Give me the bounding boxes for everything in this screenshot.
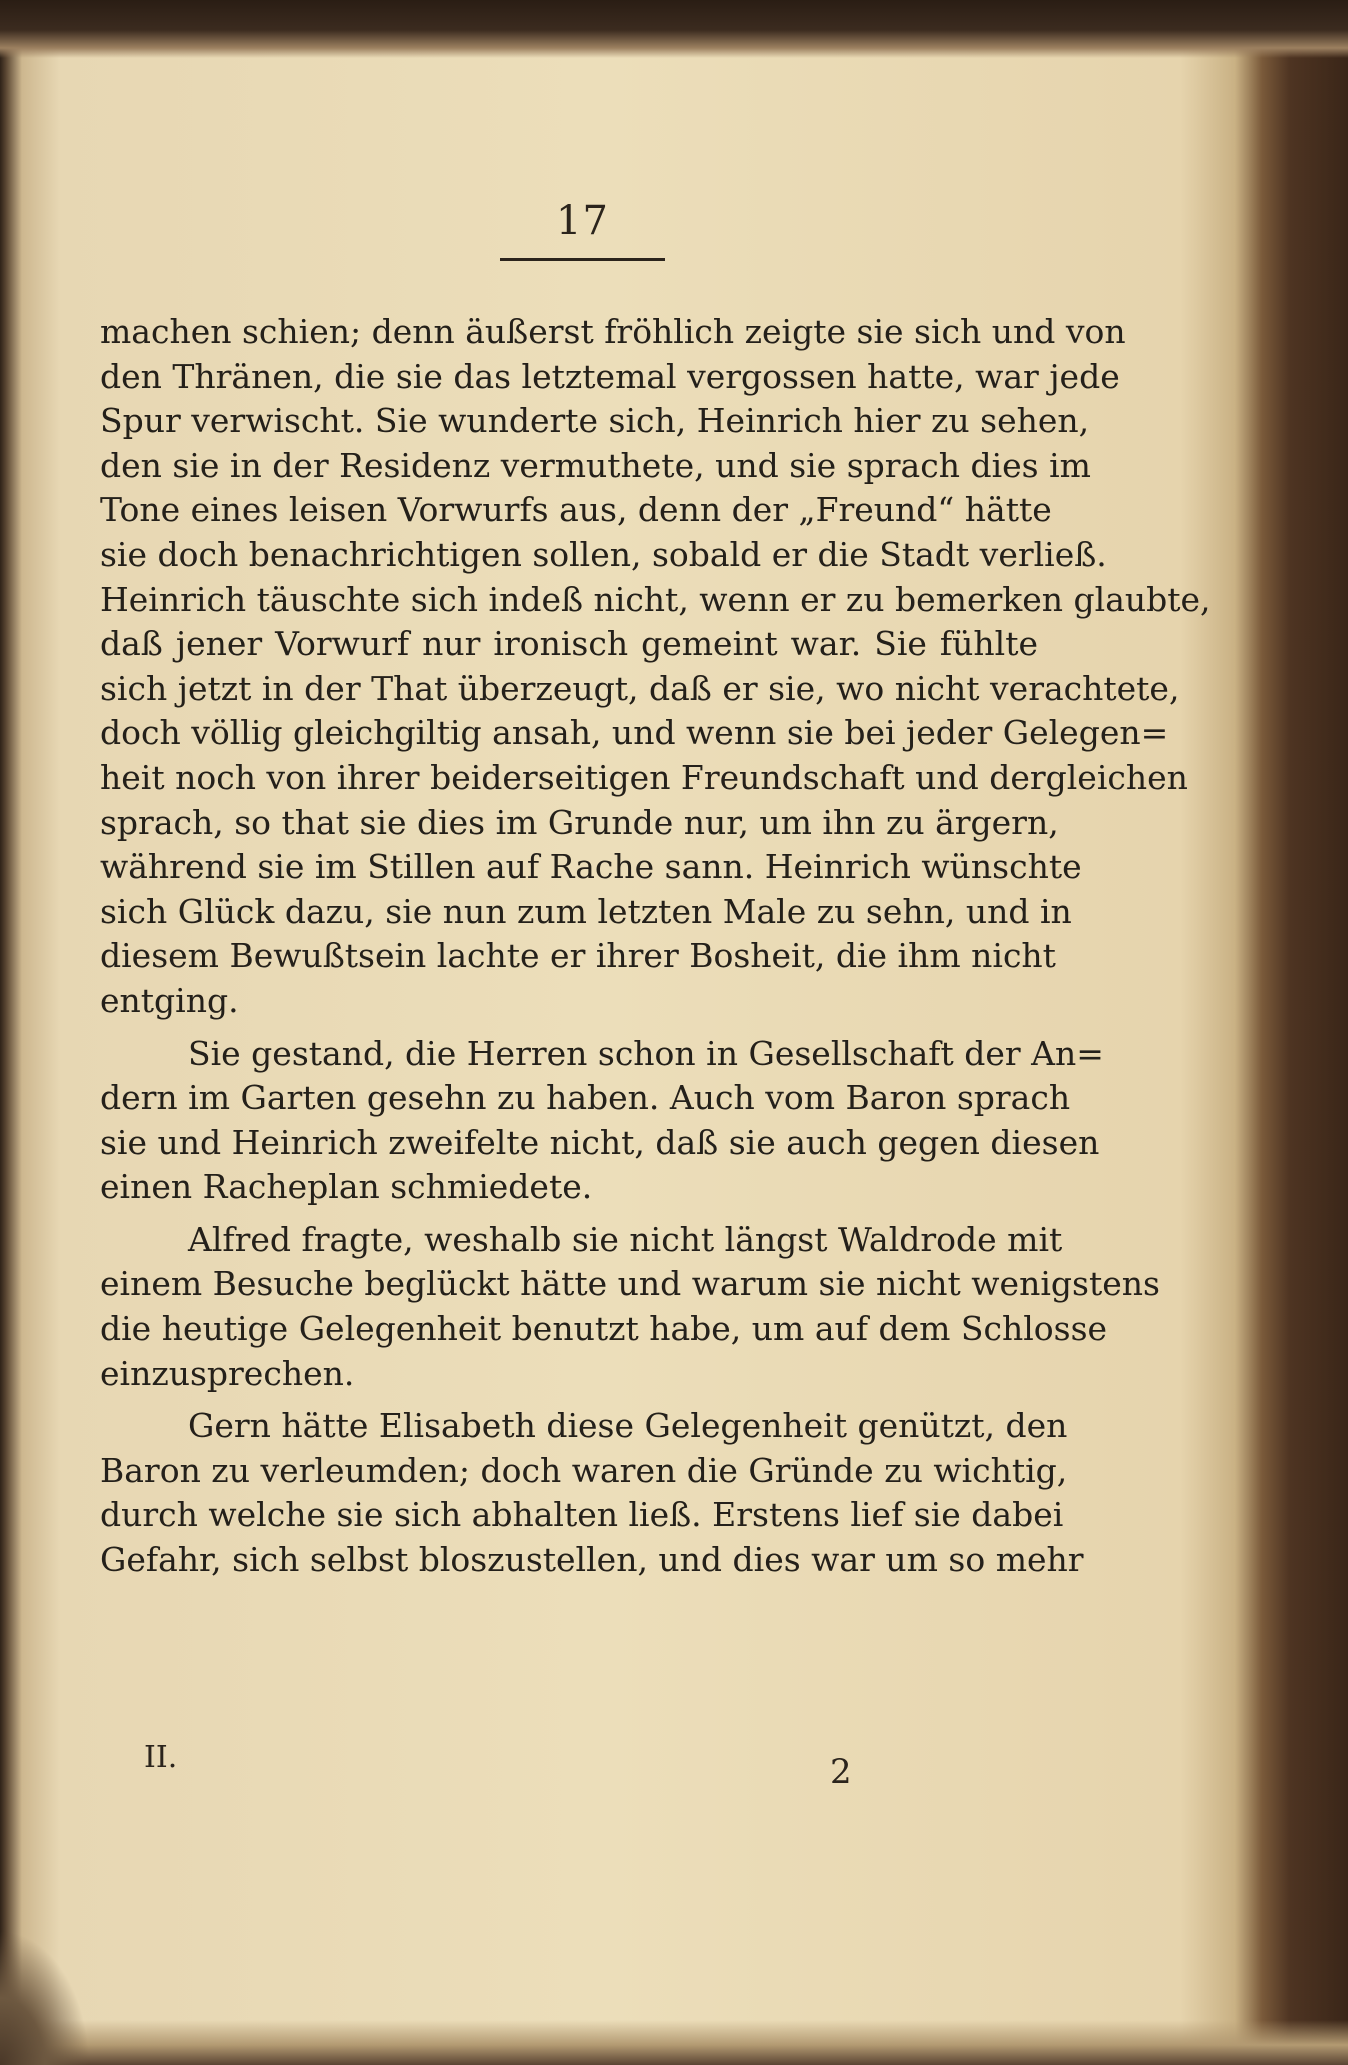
text-line: Spur verwischt. Sie wunderte sich, Heinrich hier zu sehen, — [100, 401, 1090, 441]
text-line: einem Besuche beglückt hätte und warum sie nicht wenigstens — [100, 1264, 1160, 1304]
text-line: während sie im Stillen auf Rache sann. Heinrich wünschte — [100, 847, 1082, 887]
bookmark-tassel — [0, 1930, 90, 2065]
text-line: den sie in der Residenz vermuthete, und sie sprach dies im — [100, 445, 1091, 485]
page-number: 17 — [556, 198, 609, 244]
text-line: heit noch von ihrer beiderseitigen Freundschaft und dergleichen — [100, 757, 1188, 797]
text-line: einzusprechen. — [100, 1353, 355, 1393]
paragraph-start: Sie gestand, die Herren schon in Gesellschaft der An= — [188, 1033, 1104, 1073]
text-line: Tone eines leisen Vorwurfs aus, denn der „Freund“ hätte — [100, 490, 1052, 530]
body-text — [100, 310, 1211, 1583]
text-line: machen schien; denn äußerst fröhlich zeigte sie sich und von — [100, 312, 1126, 351]
paragraph-start: Gern hätte Elisabeth diese Gelegenheit genützt, den — [188, 1406, 1068, 1446]
text-line: Heinrich täuschte sich indeß nicht, wenn er zu bemerken glaubte, — [100, 579, 1211, 619]
binding-bottom-edge — [0, 2020, 1348, 2065]
text-line: entging. — [100, 980, 239, 1020]
text-line: sich jetzt in der That überzeugt, daß er sie, wo nicht verachtete, — [100, 668, 1180, 708]
text-line: sie und Heinrich zweifelte nicht, daß sie auch gegen diesen — [100, 1122, 1100, 1162]
text-line: Baron zu verleumden; doch waren die Gründe zu wichtig, — [100, 1450, 1068, 1490]
text-line: daß jener Vorwurf nur ironisch gemeint war. Sie fühlte — [100, 624, 1038, 664]
text-line: die heutige Gelegenheit benutzt habe, um auf dem Schlosse — [100, 1309, 1108, 1349]
text-line: durch welche sie sich abhalten ließ. Erstens lief sie dabei — [100, 1495, 1064, 1535]
text-line: einen Racheplan schmiedete. — [100, 1167, 593, 1207]
text-line: sie doch benachrichtigen sollen, sobald er die Stadt verließ. — [100, 534, 1107, 574]
sheet-number: 2 — [830, 1752, 852, 1792]
text-line: sprach, so that sie dies im Grunde nur, um ihn zu ärgern, — [100, 802, 1059, 842]
binding-top-edge — [0, 0, 1348, 58]
signature-mark: II. — [144, 1740, 178, 1775]
text-line: doch völlig gleichgiltig ansah, und wenn sie bei jeder Gelegen= — [100, 713, 1169, 753]
text-line: dern im Garten gesehn zu haben. Auch vom Baron sprach — [100, 1078, 1071, 1118]
paragraph-start: Alfred fragte, weshalb sie nicht längst Waldrode mit — [188, 1219, 1063, 1259]
page-number-rule — [500, 258, 665, 261]
text-line: den Thränen, die sie das letztemal vergossen hatte, war jede — [100, 356, 1120, 396]
text-line: Gefahr, sich selbst bloszustellen, und dies war um so mehr — [100, 1540, 1084, 1580]
text-line: sich Glück dazu, sie nun zum letzten Male zu sehn, und in — [100, 891, 1072, 931]
text-line: diesem Bewußtsein lachte er ihrer Bosheit, die ihm nicht — [100, 936, 1056, 976]
